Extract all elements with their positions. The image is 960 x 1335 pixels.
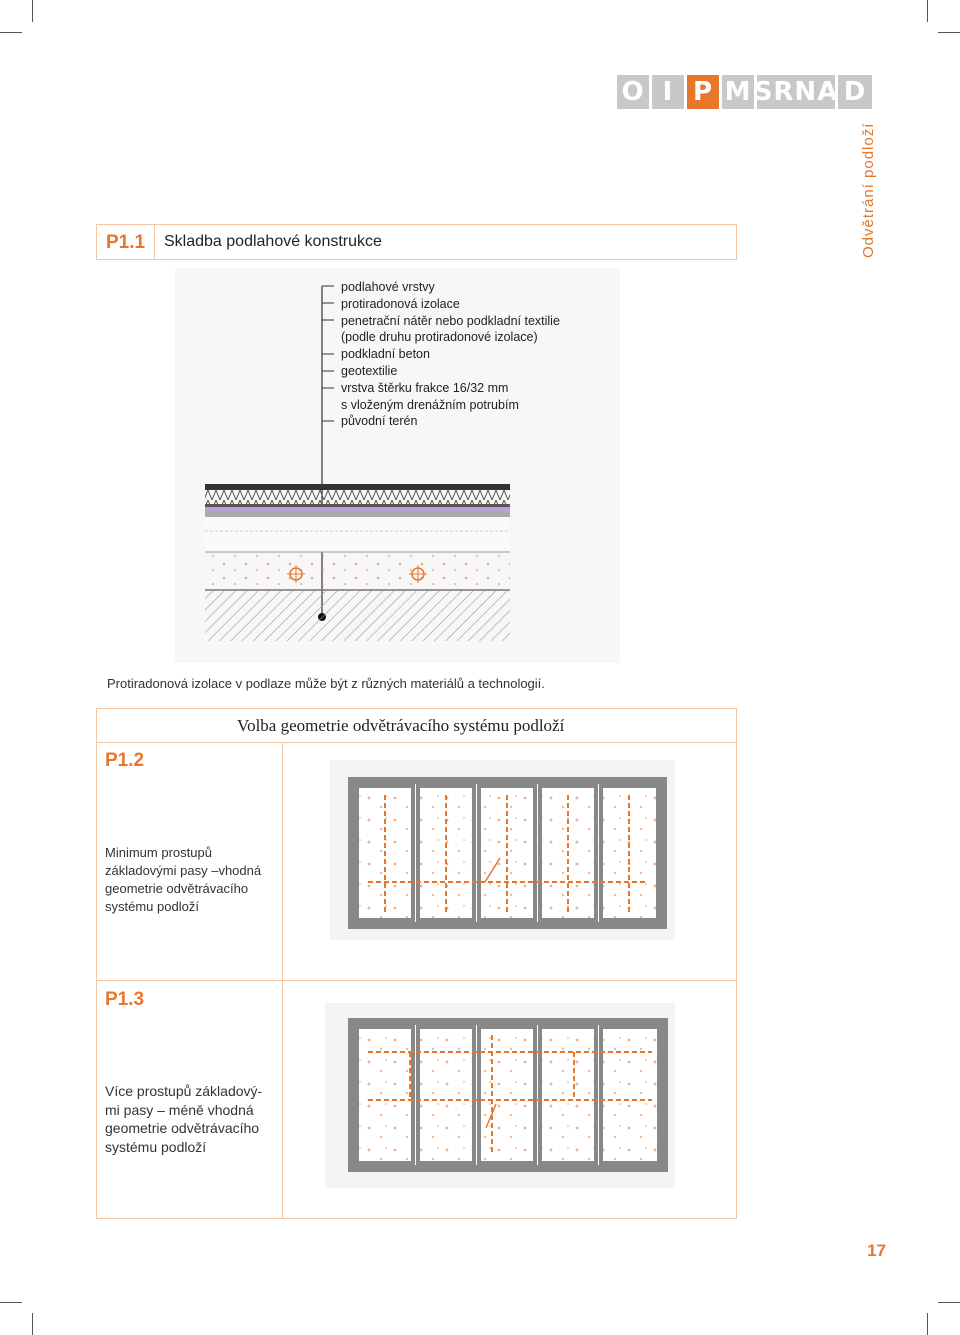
layer-label: protiradonová izolace: [341, 296, 460, 311]
tab-o[interactable]: O: [617, 75, 649, 109]
layer-label: podlahové vrstvy: [341, 280, 435, 294]
layer-label: geotextilie: [341, 363, 398, 378]
plan-diagram-multiple: [325, 1003, 675, 1188]
layer-label: původní terén: [341, 414, 418, 429]
tab-srna[interactable]: SRNA: [753, 77, 839, 107]
tab-i[interactable]: I: [652, 75, 684, 109]
page-number: 17: [867, 1241, 886, 1260]
section-code: P1.1: [106, 232, 146, 253]
tab-p[interactable]: P: [687, 75, 719, 109]
section-code: P1.3: [105, 989, 145, 1010]
layer-label: penetrační nátěr nebo podkladní textilie: [341, 313, 560, 328]
section-description: Více prostupů základový- mi pasy – méně vhodná geometrie odvětrávacího systému podloží: [105, 1083, 263, 1155]
layer-label: podkladní beton: [341, 347, 430, 362]
layer-label: vrstva štěrku frakce 16/32 mm: [341, 380, 509, 395]
tab-m[interactable]: M: [722, 75, 754, 109]
tab-d[interactable]: D: [838, 75, 872, 109]
chapter-side-label: Odvětrání podloží: [860, 122, 877, 258]
section-code: P1.2: [105, 750, 145, 771]
layer-label: (podle druhu protiradonové izolace): [341, 330, 538, 345]
section-title: Skladba podlahové konstrukce: [164, 233, 382, 250]
layer-label: s vloženým drenážním potrubím: [341, 397, 519, 412]
plan-diagram-minimal: [330, 760, 675, 940]
figure-caption: Protiradonová izolace v podlaze může být z různých materiálů a technologií.: [107, 676, 545, 691]
section-description: Minimum prostupů základovými pasy –vhodná geometrie odvětrávacího systému podloží: [105, 845, 262, 914]
section-title: Volba geometrie odvětrávacího systému podloží: [237, 716, 565, 735]
